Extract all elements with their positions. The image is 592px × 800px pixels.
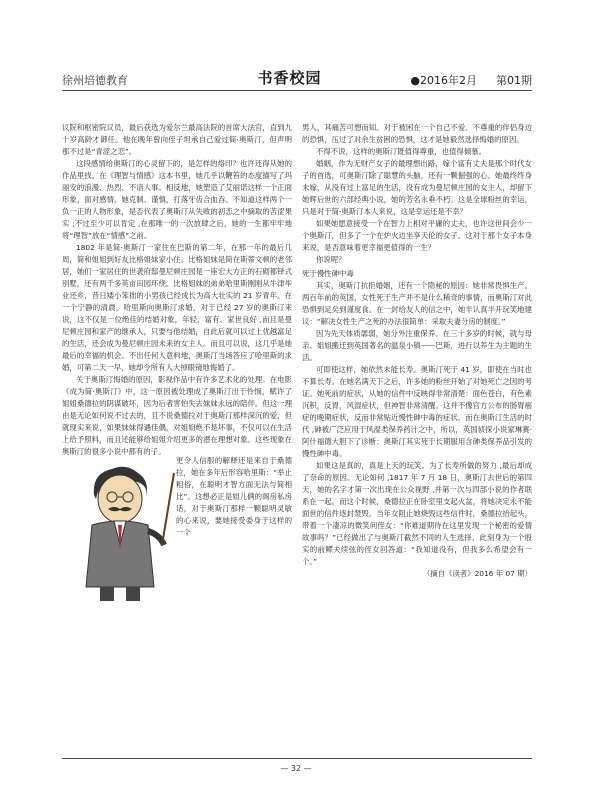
paragraph: 其实，奥斯汀抗拒婚姻，还有一个隐秘的原因：她非常畏惧生产。两百年前的英国，女性死于生产并不是什么稀奇的事情，而奥斯汀对此恐惧到足矣到谨度食。在一封给友人的信之中，她半认真半开玩笑地建议：“解决女性生产之死的办法很简单：采取夫妻分房的制度。” [302, 281, 532, 326]
header-org: 徐州培德教育 [62, 74, 128, 87]
right-column [302, 122, 532, 580]
header-date: ●2016年2月 [410, 74, 477, 87]
paragraph: 男人，其痛苦可想而知。对于被困在一个自己不爱、不尊重的伴侣身边的恐惧，压过了对余生贫困的恐惧，这才是她毅然选择悔婚的原因。 [302, 123, 532, 144]
header-rule [62, 90, 532, 91]
paragraph: 如果这是真的，真是上天的玩笑。为了长寿所做的努力 ,最后却成了奈命的原因。无论如何 ,1817 年 7 月 18 日，奥斯汀去世后的第四天，她的名字才第一次出现在公众视野 ,并第一次与四部小说的作者联系在一起。而这个时候，桑德拉正在卧室里支起火盆，将她决定永不能面世的信件逐封焚毁。当年女阻止她烧毁这些信件时，桑德拉抬起头，带着一个凄凉的微笑问侄女：“你难道期待在这里发现一个秘密的爱情故事吗？”已经做出了与奥斯汀截然不同的人生选择、此刻身为一个殷实的前鳏夫续弦的侄女回答道：“我知道没有，但我多么希望会有一个。” [302, 461, 532, 566]
paragraph: 这段感情给奥斯汀的心灵留下的，是怎样的烙印？也许还得从她的作品里找。在《理智与情感》这本书里，她几乎以鞭笞的态度描写了玛丽安的浪漫、热烈、不谙人事。相反地，她塑造了艾丽诺这样一个正面形象，面对感情，她克制、谨慎，打落牙齿合血吞。不知道这样两个一负一正的人物形象，是否代表了奥斯汀从失败的初恋之中摘取的苦涩果实 ;不过至少可以肯定 ,在那唯一的一次放肆之后，她的一生都牢牢地将“理智”放在“情感”之前。 [62, 159, 292, 240]
header-issue: 第01期 [496, 74, 532, 87]
section-heading: 死于慢性砷中毒 [302, 269, 354, 278]
cartoon-illustration [64, 455, 176, 605]
paragraph: 如果她愿意接受一个在智力上相对平庸的丈夫，也许这世间会少一个奥斯汀，但多了一个在炉火边坐享天伦的女子。这对于那个女子本身来说，是否意味着更幸福更值得的一生？ [302, 219, 532, 252]
paragraph: 可即使这样，她依然未能长寿。奥斯汀死于 41 岁，即使在当时也不算长寿。在她名满天下之后，许多她的粉丝开始了对她死亡之因的考证。她死前的症状，从她的信件中反映得非常清楚：面色苍白，有色素沉积，反胃，风湿症状，但神智非常清醒。这并不像官方公布的肠胃癌症的晚期症状，反而非常贴近慢性砷中毒的症状。而在奥斯汀生活的时代 ,砷被广泛应用于风湿类保养药汁之中，所以，英国侦探小说家琳赛·阿什福德大胆下了诊断：奥斯汀其实死于长期服用含砷类保养品引发的慢性砷中毒。 [302, 365, 532, 458]
paragraph: 议院和枢密院议员，最后获选为爱尔兰最高法院的首席大法官，直到九十岁高龄才御任。他在晚年曾向侄子坦承自己爱过简·奥斯汀，但声明那不过是“青涩之恋”。 [62, 123, 292, 156]
paragraph: 你说呢？ [316, 255, 346, 264]
footer-rule [62, 758, 532, 759]
left-column [62, 122, 292, 458]
paragraph: 关于奥斯汀悔婚的原因，影视作品中有许多艺术化的处理。在电影《成为简·奥斯汀》中，这一原因被处理成了奥斯汀出于怜悯，赋许了姐姐桑德拉的阴谋破坏，因为后者害怕失去妹妹永远的陪伴。但这一理由是无论如何说不过去的，且不说桑德拉对于奥斯汀那样深沉的爱，但就现实来说，如果妹妹得遇佳偶，对姐姐绝不是坏事，不仅可以在生活上给予照料，而且还能够给姐姐介绍更多的潜在理想对象。这些现象在奥斯汀的很多小说中都有的子。 [62, 375, 292, 456]
paragraph: 婚姻，作为无财产女子的最理想出路，嫁个富有丈夫是那个时代女子的首选，可奥斯汀除了聪慧的头脑，还有一颗倔强的心。她最终终身未嫁，从没有过上富足的生活，没有成为曼尼顿庄园的女主人，却留下她辉后世的六部经典小说，她的芳名永垂不朽。这是全球粉丝的幸运，只是对于简·奥斯汀本人来说，这是幸运还是不幸？ [302, 159, 532, 216]
paragraph: 1802 年是简·奥斯汀一家住在巴斯的第二年，在那一年的最后几周，简和姐姐到好友比格姐妹家小住。比格姐妹是简在斯蒂文顿的老邻居，她们一家居住的世袭府邸曼尼顿庄园是一座宏大方正的石砌都铎式别墅，还有两千多英亩田园环绕。比格姐妹的弟弟哈里斯刚刚从牛津毕业还乡，昔日矮小笨拙的小男孩已经成长为高大壮实的 21 岁青年。在一个宁静的清晨，哈里斯向奥斯汀求婚，对于已经 27 岁的奥斯汀来说，这不仅是一位绝佳的结婚对象，年轻、富有、家世良好 ,而且是曼尼顿庄园和家产的继承人，只要与他结婚，自此后就可以过上优越富足的生活，还会成为曼尼顿庄园未来的女主人。而且可以说，这几乎是她最后的幸福的机会。不出任何人意料地，奥斯汀当场答应了哈里斯的求婚，可第二天一早，她却令所有人大掉眼镜地悔婚了。 [62, 243, 292, 372]
page-number: — 32 — [280, 764, 312, 773]
page-header [62, 66, 532, 88]
source-citation: （摘自《读者》2016 年 07 期） [422, 569, 532, 578]
header-section-title: 书香校园 [257, 69, 322, 87]
wrapped-paragraph: 更令人信服的解释还是来自于桑德拉，她在多年后形容哈里斯：“举止粗俗，在聪明才智方面无法与简相比”。这想必正是姐儿俩的阁房私房话，对于奥斯汀那样一颗聪明灵敏的心来说，要她接受委身于这样的一个 [176, 456, 292, 537]
paragraph: 不得不说，这样的奥斯汀既值得尊重，也值得倾慕。 [316, 147, 486, 156]
paragraph: 因为先天体质孱弱，她分外注重保养。在三十多岁的时候，就与母亲、姐姐搬迁到英国著名的温泉小镇——巴斯，进行以养生为主题的生活。 [302, 329, 532, 362]
